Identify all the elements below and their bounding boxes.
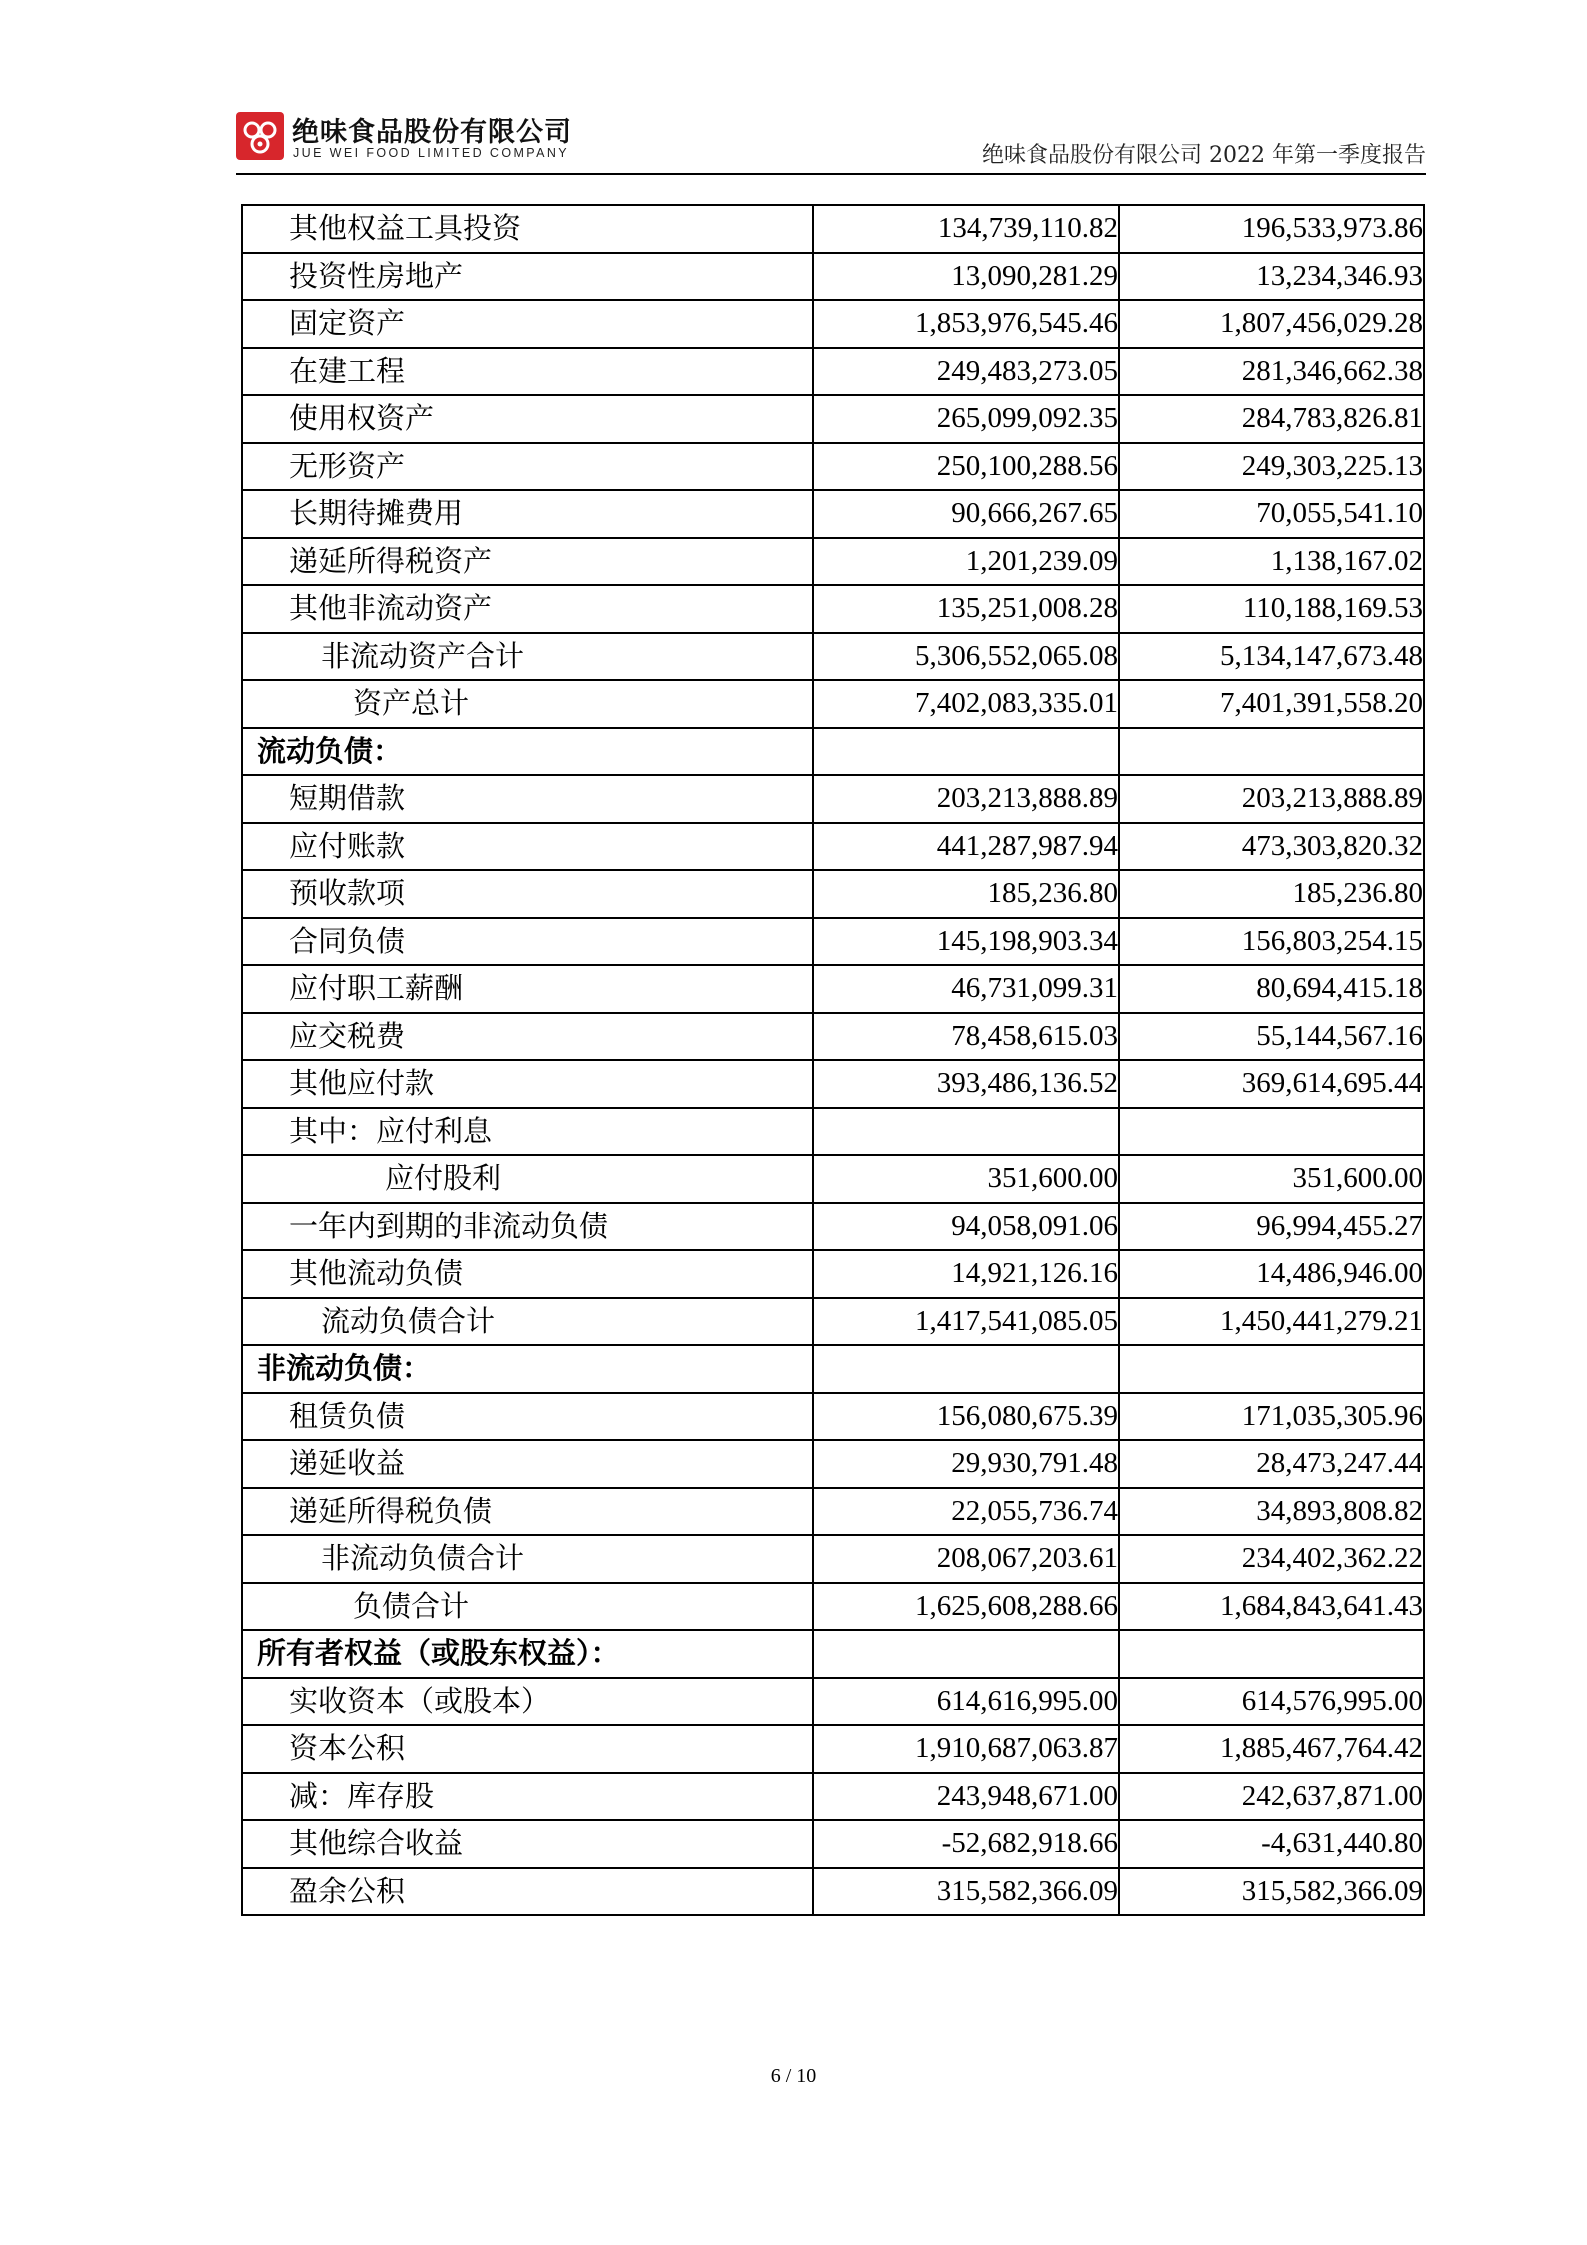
row-label: 其他流动负债 <box>242 1250 813 1298</box>
current-period-value: 249,483,273.05 <box>813 348 1119 396</box>
prior-period-value: 1,450,441,279.21 <box>1119 1298 1424 1346</box>
current-period-value <box>813 728 1119 776</box>
current-period-value: 351,600.00 <box>813 1155 1119 1203</box>
page-header <box>236 108 1426 173</box>
current-period-value: 14,921,126.16 <box>813 1250 1119 1298</box>
current-period-value: 203,213,888.89 <box>813 775 1119 823</box>
table-row <box>242 918 1424 966</box>
row-label: 资本公积 <box>242 1725 813 1773</box>
current-period-value: 78,458,615.03 <box>813 1013 1119 1061</box>
row-label: 使用权资产 <box>242 395 813 443</box>
row-label: 应付职工薪酬 <box>242 965 813 1013</box>
prior-period-value <box>1119 728 1424 776</box>
company-name-en: JUE WEI FOOD LIMITED COMPANY <box>293 146 570 160</box>
balance-sheet-table <box>241 204 1425 1916</box>
prior-period-value <box>1119 1345 1424 1393</box>
current-period-value: 1,417,541,085.05 <box>813 1298 1119 1346</box>
row-label: 短期借款 <box>242 775 813 823</box>
prior-period-value: 1,684,843,641.43 <box>1119 1583 1424 1631</box>
table-row <box>242 348 1424 396</box>
table-row <box>242 443 1424 491</box>
row-label: 合同负债 <box>242 918 813 966</box>
prior-period-value: 185,236.80 <box>1119 870 1424 918</box>
table-row <box>242 1060 1424 1108</box>
current-period-value: 46,731,099.31 <box>813 965 1119 1013</box>
current-period-value: 441,287,987.94 <box>813 823 1119 871</box>
row-label: 固定资产 <box>242 300 813 348</box>
row-label: 一年内到期的非流动负债 <box>242 1203 813 1251</box>
current-period-value: 250,100,288.56 <box>813 443 1119 491</box>
row-label: 应付股利 <box>242 1155 813 1203</box>
table-row <box>242 965 1424 1013</box>
section-header-row <box>242 1630 1424 1678</box>
current-period-value: 265,099,092.35 <box>813 395 1119 443</box>
table-row <box>242 205 1424 253</box>
row-label: 减：库存股 <box>242 1773 813 1821</box>
table-row <box>242 633 1424 681</box>
current-period-value <box>813 1630 1119 1678</box>
prior-period-value: 55,144,567.16 <box>1119 1013 1424 1061</box>
row-label: 盈余公积 <box>242 1868 813 1916</box>
current-period-value: 13,090,281.29 <box>813 253 1119 301</box>
row-label: 递延所得税资产 <box>242 538 813 586</box>
current-period-value <box>813 1345 1119 1393</box>
table-row <box>242 1013 1424 1061</box>
prior-period-value: 14,486,946.00 <box>1119 1250 1424 1298</box>
row-label: 负债合计 <box>242 1583 813 1631</box>
current-period-value: 315,582,366.09 <box>813 1868 1119 1916</box>
current-period-value: 393,486,136.52 <box>813 1060 1119 1108</box>
prior-period-value: 1,885,467,764.42 <box>1119 1725 1424 1773</box>
table-row <box>242 1440 1424 1488</box>
prior-period-value: 7,401,391,558.20 <box>1119 680 1424 728</box>
table-row <box>242 1535 1424 1583</box>
section-header-row <box>242 728 1424 776</box>
row-label: 递延所得税负债 <box>242 1488 813 1536</box>
table-row <box>242 1488 1424 1536</box>
section-header-row <box>242 1345 1424 1393</box>
table-row <box>242 775 1424 823</box>
prior-period-value: -4,631,440.80 <box>1119 1820 1424 1868</box>
current-period-value: 1,853,976,545.46 <box>813 300 1119 348</box>
table-row <box>242 823 1424 871</box>
table-row <box>242 1773 1424 1821</box>
table-row <box>242 300 1424 348</box>
row-label: 非流动负债合计 <box>242 1535 813 1583</box>
table-row <box>242 1108 1424 1156</box>
current-period-value: 614,616,995.00 <box>813 1678 1119 1726</box>
prior-period-value: 28,473,247.44 <box>1119 1440 1424 1488</box>
balance-sheet-body <box>242 205 1424 1915</box>
prior-period-value: 614,576,995.00 <box>1119 1678 1424 1726</box>
table-row <box>242 1678 1424 1726</box>
row-label: 其他非流动资产 <box>242 585 813 633</box>
current-period-value: 90,666,267.65 <box>813 490 1119 538</box>
row-label: 非流动资产合计 <box>242 633 813 681</box>
current-period-value: 1,910,687,063.87 <box>813 1725 1119 1773</box>
row-label: 流动负债合计 <box>242 1298 813 1346</box>
row-label: 投资性房地产 <box>242 253 813 301</box>
row-label: 应交税费 <box>242 1013 813 1061</box>
prior-period-value: 13,234,346.93 <box>1119 253 1424 301</box>
prior-period-value: 70,055,541.10 <box>1119 490 1424 538</box>
row-label: 递延收益 <box>242 1440 813 1488</box>
current-period-value: 156,080,675.39 <box>813 1393 1119 1441</box>
prior-period-value <box>1119 1108 1424 1156</box>
prior-period-value: 315,582,366.09 <box>1119 1868 1424 1916</box>
table-row <box>242 538 1424 586</box>
current-period-value: 208,067,203.61 <box>813 1535 1119 1583</box>
row-label: 实收资本（或股本） <box>242 1678 813 1726</box>
row-label: 应付账款 <box>242 823 813 871</box>
report-title: 绝味食品股份有限公司 2022 年第一季度报告 <box>982 143 1426 168</box>
table-row <box>242 253 1424 301</box>
row-label: 资产总计 <box>242 680 813 728</box>
header-divider <box>236 173 1426 175</box>
table-row <box>242 1820 1424 1868</box>
table-row <box>242 490 1424 538</box>
current-period-value: 1,625,608,288.66 <box>813 1583 1119 1631</box>
prior-period-value: 242,637,871.00 <box>1119 1773 1424 1821</box>
prior-period-value: 1,807,456,029.28 <box>1119 300 1424 348</box>
prior-period-value: 171,035,305.96 <box>1119 1393 1424 1441</box>
prior-period-value: 34,893,808.82 <box>1119 1488 1424 1536</box>
current-period-value: 94,058,091.06 <box>813 1203 1119 1251</box>
row-label: 预收款项 <box>242 870 813 918</box>
table-row <box>242 1725 1424 1773</box>
prior-period-value: 284,783,826.81 <box>1119 395 1424 443</box>
row-label: 在建工程 <box>242 348 813 396</box>
row-label: 非流动负债： <box>242 1345 813 1393</box>
prior-period-value <box>1119 1630 1424 1678</box>
current-period-value: 5,306,552,065.08 <box>813 633 1119 681</box>
table-row <box>242 585 1424 633</box>
prior-period-value: 281,346,662.38 <box>1119 348 1424 396</box>
current-period-value: 22,055,736.74 <box>813 1488 1119 1536</box>
table-row <box>242 870 1424 918</box>
current-period-value: 243,948,671.00 <box>813 1773 1119 1821</box>
current-period-value: 134,739,110.82 <box>813 205 1119 253</box>
row-label: 无形资产 <box>242 443 813 491</box>
table-row <box>242 680 1424 728</box>
prior-period-value: 156,803,254.15 <box>1119 918 1424 966</box>
prior-period-value: 196,533,973.86 <box>1119 205 1424 253</box>
page-number: 6 / 10 <box>770 2065 817 2087</box>
prior-period-value: 203,213,888.89 <box>1119 775 1424 823</box>
current-period-value: 29,930,791.48 <box>813 1440 1119 1488</box>
table-row <box>242 1155 1424 1203</box>
table-row <box>242 1250 1424 1298</box>
company-name-cn: 绝味食品股份有限公司 <box>292 117 572 148</box>
current-period-value: -52,682,918.66 <box>813 1820 1119 1868</box>
row-label: 流动负债： <box>242 728 813 776</box>
current-period-value: 7,402,083,335.01 <box>813 680 1119 728</box>
company-logo-icon <box>236 112 284 160</box>
prior-period-value: 249,303,225.13 <box>1119 443 1424 491</box>
row-label: 长期待摊费用 <box>242 490 813 538</box>
row-label: 其他应付款 <box>242 1060 813 1108</box>
prior-period-value: 351,600.00 <box>1119 1155 1424 1203</box>
table-row <box>242 1393 1424 1441</box>
prior-period-value: 110,188,169.53 <box>1119 585 1424 633</box>
row-label: 其中：应付利息 <box>242 1108 813 1156</box>
prior-period-value: 473,303,820.32 <box>1119 823 1424 871</box>
table-row <box>242 395 1424 443</box>
current-period-value: 135,251,008.28 <box>813 585 1119 633</box>
prior-period-value: 80,694,415.18 <box>1119 965 1424 1013</box>
table-row <box>242 1203 1424 1251</box>
current-period-value: 1,201,239.09 <box>813 538 1119 586</box>
table-row <box>242 1868 1424 1916</box>
prior-period-value: 369,614,695.44 <box>1119 1060 1424 1108</box>
table-row <box>242 1583 1424 1631</box>
prior-period-value: 234,402,362.22 <box>1119 1535 1424 1583</box>
row-label: 租赁负债 <box>242 1393 813 1441</box>
row-label: 所有者权益（或股东权益）： <box>242 1630 813 1678</box>
row-label: 其他权益工具投资 <box>242 205 813 253</box>
row-label: 其他综合收益 <box>242 1820 813 1868</box>
table-row <box>242 1298 1424 1346</box>
prior-period-value: 96,994,455.27 <box>1119 1203 1424 1251</box>
prior-period-value: 1,138,167.02 <box>1119 538 1424 586</box>
current-period-value: 185,236.80 <box>813 870 1119 918</box>
prior-period-value: 5,134,147,673.48 <box>1119 633 1424 681</box>
current-period-value <box>813 1108 1119 1156</box>
current-period-value: 145,198,903.34 <box>813 918 1119 966</box>
